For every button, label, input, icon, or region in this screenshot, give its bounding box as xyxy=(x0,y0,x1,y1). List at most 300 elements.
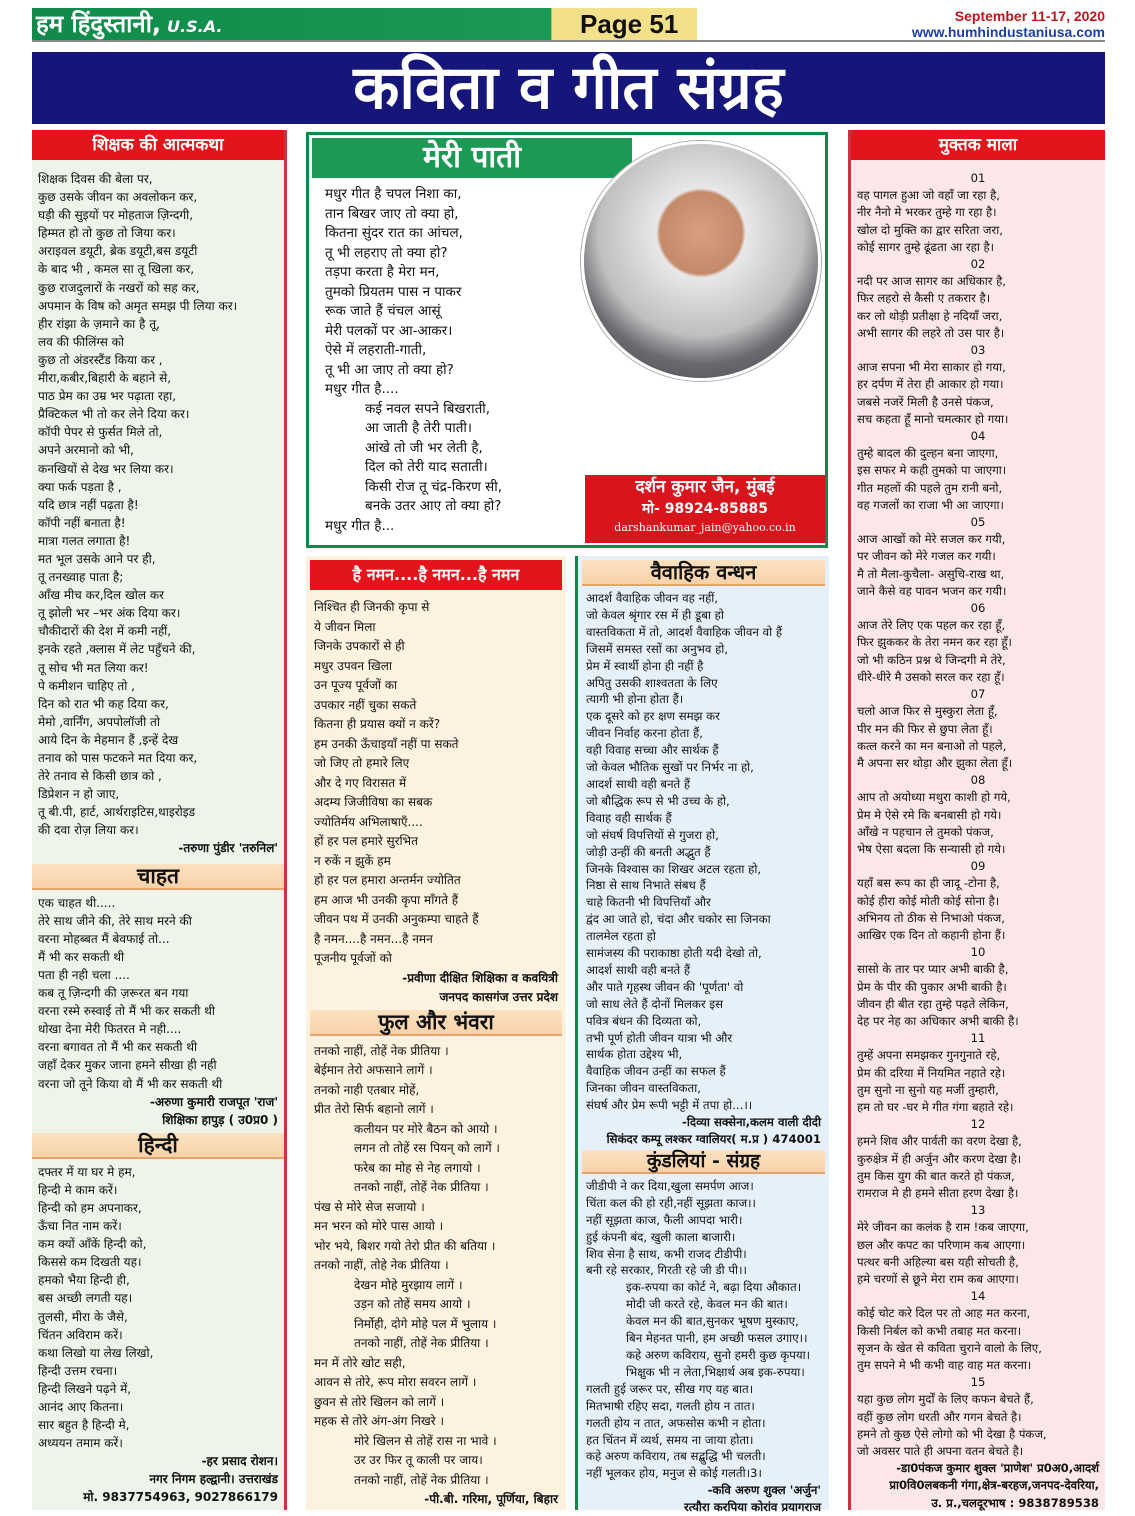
poem-line: शिव सेना है साथ, कभी राजद टीडीपी। xyxy=(586,1246,747,1261)
poem-line: वरना मोहब्बत मैं बेवफाई तो... xyxy=(38,931,170,946)
poem-line: तान बिखर जाए तो क्या हो, xyxy=(325,205,459,222)
poem-line: जो साध लेते हैं दोनों मिलकर इस xyxy=(586,996,723,1011)
poem-line: ये जीवन मिला xyxy=(314,619,376,634)
poem-line: अराइवल डयूटी, ब्रेक डयूटी,बस डयूटी xyxy=(38,244,198,259)
poem-line: तू झोली भर –भर अंक दिया कर। xyxy=(38,606,181,621)
column-middle-right xyxy=(575,556,829,1515)
poem-line: आये दिन के मेहमान हैं ,इन्हें देख xyxy=(38,732,179,747)
poem-title-vaivahik: वैवाहिक वन्धन xyxy=(582,560,825,586)
poem-line: हम तो घर -घर मे गीत गंगा बहाते रहे। xyxy=(857,1099,1014,1114)
poem-line: आवन से तोरे, रूप मोरा सवरन लागें । xyxy=(314,1375,477,1389)
poem-line: पाठ प्रेम का उम्र भर पढ़ाता रहा, xyxy=(38,389,177,404)
poem-line: तू भी लहराए तो क्या हो? xyxy=(325,244,448,261)
poem-vaivahik xyxy=(582,590,825,1148)
poem-line: सृजन के खेत से कविता चुराने वालो के लिए, xyxy=(857,1340,1042,1355)
poem-naman xyxy=(310,598,562,1008)
poem-line: कथा लिखो या लेख लिखो, xyxy=(38,1345,154,1360)
poem-line: क्या फर्क पड़ता है , xyxy=(38,479,122,494)
poem-line: ऊँचा नित नाम करें। xyxy=(38,1219,122,1234)
poem-credit: -कवि अरुण शुक्ल 'अर्जुन' xyxy=(707,1483,821,1498)
poem-line: पवित्र बंधन की दिव्यता को, xyxy=(586,1013,702,1028)
poem-credit: नगर निगम हल्द्वानी। उत्तराखंड xyxy=(149,1472,278,1487)
muktak-number: 11 xyxy=(970,1031,986,1046)
poem-line: मोदी जी करते रहे, केवल मन की बात। xyxy=(626,1297,788,1312)
poem-line: लव की फीलिंग्स को xyxy=(38,334,124,349)
column-left xyxy=(32,130,287,1510)
poem-line: वह पागल हुआ जो वहाँ जा रहा है, xyxy=(857,188,1000,203)
poem-line: है नमन....है नमन...है नमन xyxy=(314,931,433,946)
poem-credit: प्रा0वि0लबकनी गंगा,क्षेत्र-बरहज,जनपद-देवरिया, xyxy=(889,1478,1099,1493)
poem-line: हो हर पल हमारा अन्तर्मन ज्योतित xyxy=(314,873,461,887)
poem-line: जीवन ही बीत रहा तुम्हे पढ़ते लेकिन, xyxy=(857,996,1009,1011)
poem-line: मधुर गीत है... xyxy=(325,517,395,534)
poem-line: आखिर एक दिन तो कहानी होना हैं। xyxy=(857,927,1006,942)
poem-line: जिसमें समस्त रसों का अनुभव हो, xyxy=(586,641,729,656)
poet-caption xyxy=(585,475,825,543)
poem-line: तू सोच भी मत लिया कर! xyxy=(38,660,149,675)
poem-line: फिर झुककर के तेरा नमन कर रहा हूँ। xyxy=(857,635,1012,650)
poem-line: वैवाहिक जीवन उन्हीं का सफल हैं xyxy=(586,1064,726,1079)
newspaper-name xyxy=(36,8,222,43)
poem-line: जो केवल श्रृंगार रस में ही डूबा हो xyxy=(586,607,724,622)
poem-line: कुरुक्षेत्र में ही अर्जुन और करण देखा है। xyxy=(857,1151,1022,1166)
poem-line: चिंतन अविराम करें। xyxy=(38,1327,123,1342)
poem-line: भोर भये, बिशर गयो तेरो प्रीत की बतिया । xyxy=(314,1238,496,1253)
poem-line: सासो के तार पर प्यार अभी बाकी है, xyxy=(857,962,1009,977)
poem-line: तनको नाहीं, तोहें नेक प्रीतिया । xyxy=(354,1336,489,1350)
poem-title-phool: फुल और भंवरा xyxy=(310,1010,562,1036)
poem-line: सार बहुत है हिन्दी मे, xyxy=(38,1418,130,1433)
poem-line: ज्योतिर्मय अभिलाषाएँ.... xyxy=(314,814,423,829)
poem-line: तू भी आ जाए तो क्या हो? xyxy=(325,361,454,378)
poem-line: मन भरन को मोरे पास आयो । xyxy=(314,1219,444,1233)
poem-line: गलती हुई जरूर पर, सीख गए यह बात। xyxy=(586,1381,754,1396)
poem-line: वरना बगावत तो मैं भी कर सकती थी xyxy=(38,1040,198,1055)
muktak-number: 03 xyxy=(970,343,986,358)
poem-line: भिक्षुक भी न लेता,भिक्षार्थ अब इक-रुपया। xyxy=(626,1364,805,1379)
poem-line: बस अच्छी लगती यह। xyxy=(38,1291,133,1306)
page-number: Page 51 xyxy=(580,9,679,39)
poem-line: रूक जाते हैं चंचल आसूं xyxy=(325,303,441,319)
muktak-number: 01 xyxy=(970,171,986,185)
poem-line: छल और कपट का परिणाम कब आएगा। xyxy=(857,1237,1026,1252)
poem-line: महक से तोरे अंग-अंग निखरे । xyxy=(314,1414,445,1428)
poem-line: दिन को रात भी कह दिया कर, xyxy=(38,696,169,711)
poem-line: फिर लहरो से कैसी ए तकरार है। xyxy=(857,291,991,306)
poem-line: तू बी.पी, हार्ट, आर्थराइटिस,थाइरोइड xyxy=(38,805,196,820)
poem-line: आंखे तो जी भर लेती है, xyxy=(365,439,483,456)
poem-line: उपकार नहीं चुका सकते xyxy=(314,697,417,712)
poem-line: हिन्दी लिखने पढ़ने में, xyxy=(38,1381,132,1396)
poem-line: पत्थर बनी अहिल्या बस यही सोचती है, xyxy=(857,1254,1019,1269)
poem-line: यहाँ बस रूप का ही जादू -टोना है, xyxy=(857,876,1000,891)
poem-line: कनखियों से देख भर लिया कर। xyxy=(38,461,174,476)
poem-line: जिनके विश्वास का शिखर अटल रहता हो, xyxy=(586,861,762,876)
poem-line: कलीयन पर मोरे बैठन को आयो । xyxy=(354,1121,498,1136)
poem-line: मन में तोरे खोट सही, xyxy=(314,1355,406,1370)
poem-line: तू तनख्वाह पाता है; xyxy=(38,570,124,585)
poem-line: इनके रहते ,क्लास में लेट पहुँचने की, xyxy=(38,642,196,657)
poet-name: दर्शन कुमार जैन, मुंबई xyxy=(635,477,775,497)
poem-line: देखन मोहे मुरझाय लागें । xyxy=(354,1277,463,1292)
poem-line: हम आज भी उनकी कृपा माँगते हैं xyxy=(314,892,459,907)
muktak-number: 08 xyxy=(970,773,986,788)
poem-line: हर दर्पण में तेरा ही आकार हो गया। xyxy=(857,377,1004,392)
poem-line: दिल को तेरी याद सताती। xyxy=(365,459,488,475)
poem-line: नीर नैनो मे भरकर तुम्हे गा रहा है। xyxy=(857,205,997,220)
poem-line: तुम्हें अपना समझकर गुनगुनाते रहे, xyxy=(857,1048,1001,1063)
poem-line: हत चिंतन में व्यर्थ, समय ना जाया होता। xyxy=(586,1432,754,1447)
poem-line: त्यागी भी होना होता हैं। xyxy=(586,692,684,707)
poem-credit: -तरुणा पुंडीर 'तरुनिल' xyxy=(178,841,278,856)
poem-line: के बाद भी , कमल सा तू खिला कर, xyxy=(38,262,195,277)
poem-line: जीडीपी ने कर दिया,खुला समर्पण आज। xyxy=(586,1178,754,1193)
poem-line: तनको नाहीं, तोहें नेक प्रीतिया । xyxy=(314,1043,449,1058)
poem-line: जीवन निर्वाह करना होता हैं, xyxy=(586,726,703,741)
poem-line: तुलसी, मीरा के जैसे, xyxy=(38,1309,128,1324)
poem-line: हिन्दी उत्तम रचना। xyxy=(38,1363,118,1378)
poem-line: पूजनीय पूर्वजों को xyxy=(314,951,392,965)
poem-line: हिन्दी को हम अपनाकर, xyxy=(38,1200,142,1215)
poet-email: darshankumar_jain@yahoo.co.in xyxy=(614,521,796,534)
poem-line: संघर्ष और प्रेम रूपी भट्टी में तपा हो...।। xyxy=(586,1098,753,1113)
poem-line: मेरी पलकों पर आ-आकर। xyxy=(325,322,453,339)
poem-line: आँखे न पहचान ले तुमको पंकज, xyxy=(857,824,994,839)
poem-line: वह गजलों का राजा भी आ जाएगा। xyxy=(857,497,1004,512)
poem-line: मै तो मैला-कुचैला- असुचि-राख था, xyxy=(857,566,1005,581)
poem-credit: -प्रवीणा दीक्षित शिक्षिका व कवयित्री xyxy=(402,970,558,985)
poem-line: पता ही नही चला .... xyxy=(38,967,130,982)
muktak-number: 02 xyxy=(970,257,986,272)
poem-line: देह पर नेह का अधिकार अभी बाकी है। xyxy=(857,1013,1019,1028)
poem-line: डिप्रेशन न हो जाए, xyxy=(38,787,120,802)
poem-line: बिन मेहनत पानी, हम अच्छी फसल उगाए।। xyxy=(626,1331,808,1346)
poem-line: सच कहता हूँ मानो चमत्कार हो गया। xyxy=(857,411,1009,426)
poem-line: पंख से मोरे सेज सजायो । xyxy=(314,1199,425,1214)
poem-line: तेरे साथ जीने की, तेरे साथ मरने की xyxy=(38,913,192,928)
poem-line: जाने कैसे वह पावन भजन कर गयी। xyxy=(857,583,1007,598)
poem-chahat xyxy=(32,894,284,1129)
muktak-number: 15 xyxy=(970,1375,986,1390)
poem-line: प्रेम की दरिया में नियमित नहाते रहे। xyxy=(857,1065,1006,1080)
poem-line: छुवन से तोरे खिलन को लागें । xyxy=(314,1394,445,1409)
poem-line: मधुर गीत है चपल निशा का, xyxy=(325,186,462,202)
poem-line: तनको नाहीं, तोहे नेक प्रीतिया । xyxy=(314,1258,449,1272)
muktak-number: 06 xyxy=(970,601,986,616)
muktak-number: 04 xyxy=(970,429,986,444)
column-right xyxy=(848,130,1105,1510)
poem-line: कई नवल सपने बिखराती, xyxy=(365,400,491,417)
poem-line: हमको भैया हिन्दी ही, xyxy=(38,1273,130,1288)
poem-line: तुम सपने मे भी कभी वाह वाह मत करना। xyxy=(857,1358,1032,1373)
poem-line: चौकीदारों की देश में कमी नहीं, xyxy=(38,624,172,639)
poet-photo xyxy=(581,141,821,381)
poem-line: आज आखों को मेरे सजल कर गयी, xyxy=(857,532,1006,547)
section-banner: कविता व गीत संग्रह xyxy=(32,52,1105,124)
poem-line: निश्चित ही जिनकी कृपा से xyxy=(314,600,430,614)
poem-line: चाहे कितनी भी विपत्तियाँ और xyxy=(586,895,711,910)
poem-line: और दे गए विरासत में xyxy=(314,775,407,790)
poem-line: द्वंद आ जाते हो, चंदा और चकोर सा जिनका xyxy=(586,912,771,927)
poem-line: रामराज मे ही हमने सीता हरण देखा है। xyxy=(857,1185,1019,1200)
poem-shikshak xyxy=(32,170,284,858)
poem-line: जीवन पथ में उनकी अनुकम्पा चाहते हैं xyxy=(314,912,479,926)
poem-line: विवाह वही सार्थक हैं xyxy=(586,810,672,825)
poem-line: हमने शिव और पार्वती का वरण देखा है, xyxy=(857,1134,1022,1149)
poem-line: हम उनकी ऊँचाइयाँ नहीं पा सकते xyxy=(314,736,459,751)
poem-line: मत भूल उसके आने पर ही, xyxy=(38,551,156,566)
poem-line: तड़पा करता है मेरा मन, xyxy=(325,264,440,280)
poem-line: कहे अरुण कविराय, सुनो हमरी कुछ कृपया। xyxy=(626,1347,811,1362)
poem-line: हिम्मत हो तो कुछ तो जिया कर। xyxy=(38,226,176,241)
poem-line: जिनका जीवन वास्तविकता, xyxy=(586,1081,701,1096)
poem-line: जो जिए तो हमारे लिए xyxy=(314,756,410,770)
poem-line: आप तो अयोध्या मथुरा काशी हो गये, xyxy=(857,790,1011,805)
poem-line: की दवा रोज़ लिया कर। xyxy=(38,823,139,838)
poem-line: कब तू ज़िन्दगी की ज़रूरत बन गया xyxy=(38,986,189,1001)
poem-line: अदम्य जिजीविषा का सबक xyxy=(314,795,433,809)
poem-line: आदर्श साथी वही बनते हैं xyxy=(586,962,691,977)
meri-paati-box xyxy=(306,132,828,548)
poem-title-muktak: मुक्तक माला xyxy=(851,130,1105,160)
poem-line: जहाँ देकर मुकर जाना हमने सीखा ही नही xyxy=(38,1058,217,1073)
poem-line: गलती होय न तात, अफसोस कभी न होता। xyxy=(586,1415,766,1430)
poem-line: सार्थक होता उद्देश्य भी, xyxy=(586,1047,683,1062)
poem-line: मेरे जीवन का कलंक है राम !कब जाएगा, xyxy=(857,1220,1029,1235)
poem-line: किसी निर्बल को कभी तबाह मत करना। xyxy=(857,1323,1022,1338)
poem-line: तनको नाही एतबार मोहें, xyxy=(314,1082,420,1097)
poem-line: तनाव को पास फटकने मत दिया कर, xyxy=(38,751,198,765)
poem-title-kundaliyan: कुंडलियां - संग्रह xyxy=(582,1150,825,1174)
muktak-number: 09 xyxy=(970,859,986,874)
poem-credit: उ. प्र.,चलदूरभाष : 9838789538 xyxy=(931,1495,1099,1510)
poem-line: उन पूज्य पूर्वजों का xyxy=(314,678,398,692)
muktak-number: 12 xyxy=(970,1117,986,1132)
poem-credit: मो. 9837754963, 9027866179 xyxy=(83,1490,278,1505)
poem-line: तनको नाहीं, तोहें नेक प्रीतिया । xyxy=(354,1472,489,1487)
poem-line: जो अवसर पाते ही अपना वतन बेचते है। xyxy=(857,1444,1024,1459)
poem-line: आँख मीच कर,दिल खोल कर xyxy=(38,588,164,603)
poem-title-chahat: चाहत xyxy=(32,864,284,890)
poem-credit: -अरुणा कुमारी राजपूत 'राज' xyxy=(149,1094,278,1109)
poem-line: कर लो थोड़ी प्रतीक्षा हे नदियाँ जरा, xyxy=(857,308,1003,323)
poem-line: अपने अरमानो को भी, xyxy=(38,443,134,458)
poem-line: वास्तविकता में तो, आदर्श वैवाहिक जीवन वो हैं xyxy=(586,624,783,639)
poem-line: और पाते गृहस्थ जीवन की 'पूर्णता' वो xyxy=(586,979,744,994)
newspaper-title: हम हिंदुस्तानी, xyxy=(36,10,162,38)
poem-line: वरना जो तूने किया वो मैं भी कर सकती थी xyxy=(38,1076,223,1091)
poem-line: वरना रस्मे रुस्वाई तो मैं भी कर सकती थी xyxy=(38,1004,215,1019)
poem-line: गीत महलों की पहले तुम रानी बनो, xyxy=(857,480,1003,495)
poem-line: प्रेम के पीर की पुकार अभी बाकी है। xyxy=(857,979,1007,994)
poem-line: मोरे खिलन से तोहें रास ना भावे । xyxy=(354,1433,497,1448)
poem-line: आनंद आए कितना। xyxy=(38,1400,124,1414)
poem-line: हमे चरणों से छूने मेरा राम कब आएगा। xyxy=(857,1272,1019,1286)
poem-line: कहे अरुण कविराय, तब सद्बुद्धि भी चलती। xyxy=(586,1449,766,1464)
poem-line: कम क्यों आँकें हिन्दी को, xyxy=(38,1237,147,1252)
poem-line: मीरा,कबीर,बिहारी के बहाने से, xyxy=(38,371,172,386)
poem-line: जिनके उपकारों से ही xyxy=(314,639,405,653)
poem-line: तालमेल रहता हो xyxy=(586,929,656,944)
poem-line: कितना सुंदर रात का आंचल, xyxy=(325,225,463,241)
poem-line: अभी सागर की लहरे तो उस पार है। xyxy=(857,325,1005,340)
poem-credit: -हर प्रसाद रोशन। xyxy=(201,1454,278,1469)
poem-line: जो भी कठिन प्रश्न थे जिन्दगी मे तेरे, xyxy=(857,652,1006,667)
poem-line: तेरे तनाव से किसी छात्र को , xyxy=(38,769,162,784)
muktak-number: 13 xyxy=(970,1203,986,1218)
poem-line: दफ्तर में या घर मे हम, xyxy=(38,1164,136,1179)
poem-credit: -पी.बी. गरिमा, पूर्णिया, बिहार xyxy=(424,1492,558,1506)
poem-line: बेईमान तेरो अफसाने लागें । xyxy=(314,1063,433,1077)
poem-line: धोखा देना मेरी फितरत मे नही.... xyxy=(38,1022,182,1037)
poem-line: प्रैक्टिकल भी तो कर लेने दिया कर। xyxy=(38,407,190,422)
poem-line: कोई चोट करे दिल पर तो आह मत करना, xyxy=(857,1306,1031,1321)
poem-line: मात्रा गलत लगाता है! xyxy=(38,533,131,548)
poem-line: तुम किस युग की बात करते हो पंकज, xyxy=(857,1168,1015,1183)
poem-line: प्रेम मे ऐसे रमे कि बनबासी हो गये। xyxy=(857,807,1002,822)
poem-line: केवल मन की बात,सुनकर भूषण मुस्काए, xyxy=(626,1314,799,1329)
poem-line: हिन्दी मे काम करें। xyxy=(38,1182,118,1197)
poem-muktak xyxy=(851,170,1105,1512)
poem-line: यदि छात्र नहीं पढ़ता है! xyxy=(38,497,139,512)
website-link[interactable]: www.humhindustaniusa.com xyxy=(911,24,1105,40)
poem-line: जो केवल भौतिक सुखों पर निर्भर ना हो, xyxy=(586,760,754,775)
poem-line: तुम सुनो ना सुनो यह मर्जी तुम्हारी, xyxy=(857,1082,999,1097)
poem-line: जबसे नजरें मिली है उनसे पंकज, xyxy=(857,394,994,409)
poem-title-shikshak: शिक्षक की आत्मकथा xyxy=(32,130,284,160)
poem-line: एक चाहत थी..... xyxy=(38,895,116,910)
poem-paati xyxy=(325,185,502,536)
poem-line: नहीं भूलकर होय, मनुज से कोई गलती।3। xyxy=(586,1466,762,1481)
poem-line: अपितु उसकी शाश्वतता के लिए xyxy=(586,675,718,690)
poem-line: अभिनय तो ठीक से निभाओ पंकज, xyxy=(857,910,1005,925)
poem-line: कितना ही प्रयास क्यों न करें? xyxy=(314,717,441,731)
poem-line: खोल दो मुक्ति का द्वार सरिता जरा, xyxy=(857,222,1003,237)
poem-line: उड़न को तोहें समय आयो । xyxy=(354,1297,471,1311)
poem-line: शिक्षक दिवस की बेला पर, xyxy=(38,172,153,186)
poem-line: कॉपी नहीं बनाता है! xyxy=(38,515,126,530)
poem-line: हीर रांझा के ज़माने का है तू, xyxy=(38,316,160,331)
poem-line: वही विवाह सच्चा और सार्थक हैं xyxy=(586,743,719,758)
poem-line: प्रीत तेरो सिर्फ बहानो लागें । xyxy=(314,1102,434,1116)
poem-credit: शिक्षिका हापुड़ ( उ0प्र0 ) xyxy=(162,1112,278,1127)
poem-line: किससे कम दिखती यह। xyxy=(38,1255,142,1270)
poem-line: उर उर फिर तू काली पर जाय। xyxy=(354,1453,483,1467)
poem-line: भेष ऐसा बदला कि सन्यासी हो गये। xyxy=(857,841,1006,856)
poem-line: पर जीवन को मेरे गजल कर गयी। xyxy=(857,549,996,564)
poem-line: यहा कुछ लोग मुर्दों के लिए कफन बेचते हैं, xyxy=(857,1392,1034,1407)
poem-line: कोई सागर तुम्हे ढूंढता आ रहा है। xyxy=(857,239,995,254)
poem-line: मै अपना सर थोड़ा और झुका लेता हूँ। xyxy=(857,755,1013,770)
poem-line: चिंता कल की हो रही,नहीं सूझता काज।। xyxy=(586,1195,756,1210)
poem-line: किसी रोज तू चंद्र-किरण सी, xyxy=(365,478,503,495)
poem-line: हुई कंपनी बंद, खुली काला बाजारी। xyxy=(586,1229,736,1244)
poem-title-naman: है नमन....है नमन...है नमन xyxy=(310,560,562,590)
poem-line: कुछ तो अंडरस्टैंड किया कर , xyxy=(38,352,163,367)
poem-line: जोड़ी उन्हीं की बनती अद्भुत हैं xyxy=(586,844,711,859)
poem-line: तभी पूर्ण होती जीवन यात्रा भी और xyxy=(586,1030,733,1045)
poem-title-hindi: हिन्दी xyxy=(32,1133,284,1159)
poem-line: नदी पर आज सागर का अधिकार है, xyxy=(857,274,1006,289)
poem-line: आदर्श वैवाहिक जीवन वह नहीं, xyxy=(586,591,719,605)
poem-line: अध्ययन तमाम करें। xyxy=(38,1436,123,1451)
poem-line: हमने तो कुछ ऐसे लोगो को भी देखा है पंकज, xyxy=(857,1426,1047,1441)
poem-line: सामंजस्य की पराकाष्ठा होती यदी देखो तो, xyxy=(586,946,762,961)
newspaper-suffix: U.S.A. xyxy=(167,17,223,36)
poem-line: आदर्श साथी वही बनते हैं xyxy=(586,776,691,791)
poem-line: तुमको प्रियतम पास न पाकर xyxy=(325,283,462,300)
muktak-number: 14 xyxy=(970,1289,986,1304)
poem-line: धीरे-धीरे मै उसको सरल कर रहा हूँ। xyxy=(857,669,1005,684)
poem-credit: जनपद कासगंज उत्तर प्रदेश xyxy=(439,990,558,1004)
poem-line: नहीं सूझता काज, फैली आपदा भारी। xyxy=(586,1212,743,1227)
poem-line: बनी रहे सरकार, गिरती रहे जी डी पी।। xyxy=(586,1263,747,1278)
poem-line: मेमो ,वार्निंग, अपपोलॉजी तो xyxy=(38,714,160,729)
poem-line: जो बौद्धिक रूप से भी उच्च के हो, xyxy=(586,793,730,808)
muktak-number: 10 xyxy=(970,945,986,960)
poem-kundaliyan xyxy=(582,1178,825,1516)
poem-line: इक-रुपया का कोर्ट ने, बढ़ा दिया औकात। xyxy=(626,1280,802,1295)
poem-title-paati: मेरी पाती xyxy=(312,138,632,178)
poem-line: चलो आज फिर से मुस्कुरा लेता हूँ, xyxy=(857,704,998,719)
poem-line: पे कमीशन चाहिए तो , xyxy=(38,678,136,693)
poem-line: कत्ल करने का मन बनाओ तो पहले, xyxy=(857,738,1007,753)
poem-line: मितभाषी रहिए सदा, गलती होय न तात। xyxy=(586,1398,755,1413)
poem-line: मधुर उपवन खिला xyxy=(314,658,392,673)
poem-line: निर्मोही, दोगे मोहे पल में भुलाय । xyxy=(354,1316,497,1331)
muktak-number: 07 xyxy=(970,687,986,702)
poem-line: आज तेरे लिए एक पहल कर रहा हूँ, xyxy=(857,618,1006,633)
poem-line: कुछ उसके जीवन का अवलोकन कर, xyxy=(38,190,198,205)
poem-line: फरेब का मोह से नेह लगायो । xyxy=(354,1160,481,1175)
poet-phone: मो- 98924-85885 xyxy=(642,501,768,517)
poem-credit: रत्यौरा करपिया कोरांव प्रयागराज xyxy=(683,1500,821,1515)
poem-line: आ जाती है तेरी पाती। xyxy=(365,420,473,436)
poem-line: अपमान के विष को अमृत समझ पी लिया कर। xyxy=(38,298,238,313)
poem-line: हों हर पल हमारे सुरभित xyxy=(314,834,418,848)
poem-line: पीर मन की फिर से छुपा लेता हूँ। xyxy=(857,721,993,736)
poem-line: कोई हीरा कोई मोती कोई सोना है। xyxy=(857,893,1000,908)
poem-line: बनके उतर आए तो क्या हो? xyxy=(365,498,502,514)
poem-credit: -डा0पंकज कुमार शुक्ल 'प्राणेश' प्र0अ0,आदर्श xyxy=(896,1461,1099,1476)
poem-line: इस सफर मे कही तुमको पा जाएगा। xyxy=(857,463,1007,478)
poem-line: मैं भी कर सकती थी xyxy=(38,949,125,964)
poem-line: एक दूसरे को हर क्षण समझ कर xyxy=(586,709,720,724)
poem-credit: सिकंदर कम्पू लश्कर ग्वालियर( म.प्र ) 474001 xyxy=(606,1132,821,1146)
poem-line: जो संघर्ष विपत्तियों से गुजरा हो, xyxy=(586,827,719,842)
poem-line: तनको नाहीं, तोहें नेक प्रीतिया । xyxy=(354,1180,489,1194)
poem-hindi xyxy=(32,1163,284,1507)
poem-credit: -दिव्या सक्सेना,कलम वाली दीदी xyxy=(682,1115,821,1130)
poem-line: मधुर गीत है.... xyxy=(325,381,399,397)
issue-date: September 11-17, 2020 xyxy=(954,8,1105,24)
poem-line: घड़ी की सुइयों पर मोहताज ज़िन्दगी, xyxy=(38,208,194,223)
poem-phool xyxy=(310,1042,562,1510)
poem-line: लगन तो तोहें रस पियन् को लागें । xyxy=(354,1141,500,1155)
poem-line: प्रेम में स्वार्थी होना ही नहीं है xyxy=(586,658,704,673)
poem-line: कॉपी पेपर से फुर्सत मिले तो, xyxy=(38,425,163,440)
poem-line: न रुकें न झुकें हम xyxy=(314,853,391,868)
poem-line: निष्ठा से साथ निभाते संबध हैं xyxy=(586,878,706,893)
header-divider xyxy=(32,40,1105,42)
muktak-number: 05 xyxy=(970,515,986,530)
poem-line: ऐसे में लहराती-गाती, xyxy=(325,342,427,358)
column-middle-left xyxy=(306,556,566,1510)
poem-line: कुछ राजदुलारों के नखरों को सह कर, xyxy=(38,280,200,295)
poem-line: आज सपना भी मेरा साकार हो गया, xyxy=(857,360,1006,375)
poem-line: तुम्हे बादल की दुल्हन बना जाएगा, xyxy=(857,446,999,461)
poem-line: वहीं कुछ लोग धरती और गगन बेचते है। xyxy=(857,1409,1022,1424)
